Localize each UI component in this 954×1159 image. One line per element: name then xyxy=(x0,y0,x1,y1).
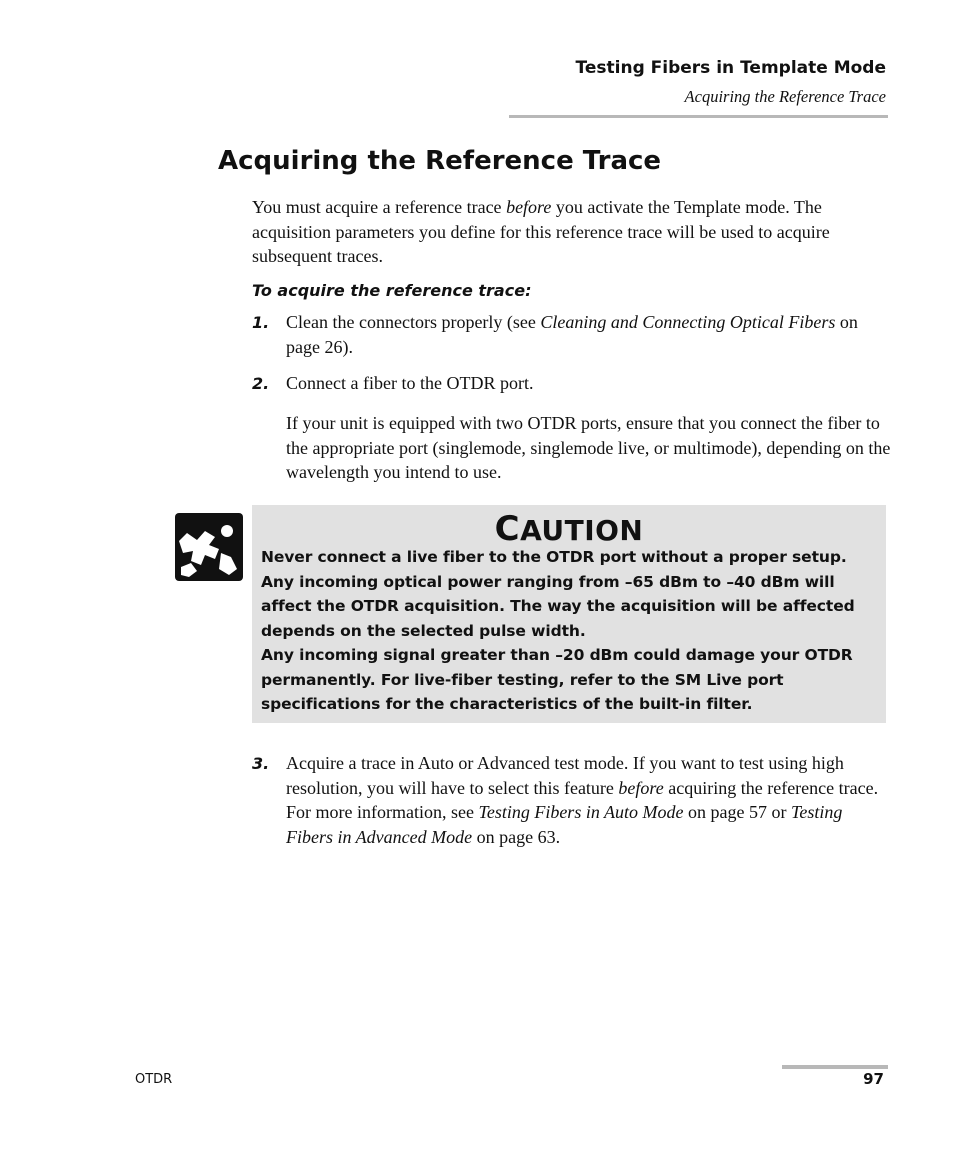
header-rule xyxy=(509,115,888,118)
section-title: Acquiring the Reference Trace xyxy=(218,146,662,176)
caution-paragraph-1: Never connect a live fiber to the OTDR port without a proper setup. Any incoming optical power ranging from –65 dBm to –40 dBm will affect the OTDR acquisition. The way the acquisition will be affected depends on the selected pulse width. xyxy=(261,548,855,640)
step-1-text: Clean the connectors properly (see Cleaning and Connecting Optical Fibers on page 26). xyxy=(286,312,858,357)
caution-paragraph-2: Any incoming signal greater than –20 dBm could damage your OTDR permanently. For live-fiber testing, refer to the SM Live port specifications for the characteristics of the built-in filter. xyxy=(261,646,853,713)
intro-paragraph: You must acquire a reference trace before you activate the Template mode. The acquisition parameters you define for this reference trace will be used to acquire subsequent traces. xyxy=(252,197,830,266)
page-number: 97 xyxy=(863,1070,884,1088)
step-3-number: 3. xyxy=(252,754,270,773)
caution-title: CAUTION xyxy=(494,509,644,549)
footer-product: OTDR xyxy=(135,1072,173,1087)
running-header-subtitle: Acquiring the Reference Trace xyxy=(684,87,886,106)
step-3-text: Acquire a trace in Auto or Advanced test mode. If you want to test using high resolution, you will have to select this feature before acquiring the reference trace. For more information, see Testing Fibers in Auto Mode on page 57 or Testing Fibers in Advanced Mode on page 63. xyxy=(286,753,879,847)
caution-body xyxy=(261,545,881,717)
running-header-title: Testing Fibers in Template Mode xyxy=(575,58,886,78)
step-1-number: 1. xyxy=(252,313,270,332)
procedure-title: To acquire the reference trace: xyxy=(252,281,532,300)
step-2-text: Connect a fiber to the OTDR port. xyxy=(286,373,534,393)
step-2-number: 2. xyxy=(252,374,270,393)
caution-box xyxy=(252,505,886,723)
caution-hand-icon xyxy=(175,513,243,581)
step-2-note: If your unit is equipped with two OTDR ports, ensure that you connect the fiber to the appropriate port (singlemode, singlemode live, or multimode), depending on the wavelength you intend to use. xyxy=(286,413,891,482)
footer-rule xyxy=(782,1065,888,1069)
